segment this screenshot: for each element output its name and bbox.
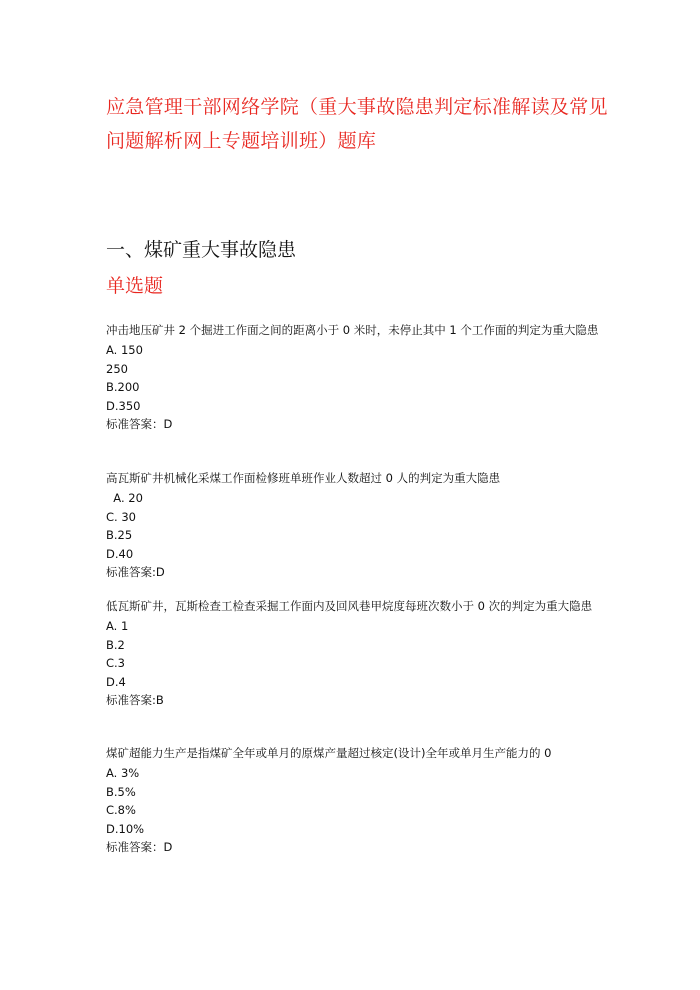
document-title: 应急管理干部网络学院（重大事故隐患判定标准解读及常见问题解析网上专题培训班）题库 [106,96,608,152]
question-option: A. 3% [106,766,140,780]
question-option: B.25 [106,528,133,542]
section-heading: 一、煤矿重大事故隐患 [106,239,297,261]
standard-answer: 标准答案:D [106,565,165,579]
question-option: 250 [106,361,128,376]
question-option: A. 20 [106,491,143,505]
question-option: D.40 [106,546,134,561]
question-option: D.4 [106,674,126,689]
standard-answer: 标准答案：D [106,417,173,431]
question-stem: 高瓦斯矿井机械化采煤工作面检修班单班作业人数超过 0 人的判定为重大隐患 [106,471,501,485]
question-option: B.200 [106,380,140,394]
question-stem: 低瓦斯矿井，瓦斯检查工检查采掘工作面内及回风巷甲烷度每班次数小于 0 次的判定为重大隐患 [106,599,593,613]
question-option: A. 1 [106,619,129,633]
question-option: C.3 [106,656,126,670]
question-option: C.8% [106,803,136,817]
question-option: D.350 [106,398,141,413]
question-4 [106,743,606,857]
question-1 [106,320,606,434]
question-option: B.5% [106,784,136,799]
question-option: C. 30 [106,509,136,524]
standard-answer: 标准答案:B [106,693,164,707]
question-stem: 煤矿超能力生产是指煤矿全年或单月的原煤产量超过核定(设计)全年或单月生产能力的 0 [106,746,552,760]
standard-answer: 标准答案：D [106,840,173,854]
subsection-heading: 单选题 [106,275,164,297]
question-option: B.2 [106,637,125,652]
question-option: A. 150 [106,343,143,357]
question-2 [106,468,606,582]
question-3 [106,596,606,710]
question-option: D.10% [106,821,145,836]
question-stem: 冲击地压矿井 2 个掘进工作面之间的距离小于 0 米时，未停止其中 1 个工作面的判定为重大隐患 [106,323,599,337]
